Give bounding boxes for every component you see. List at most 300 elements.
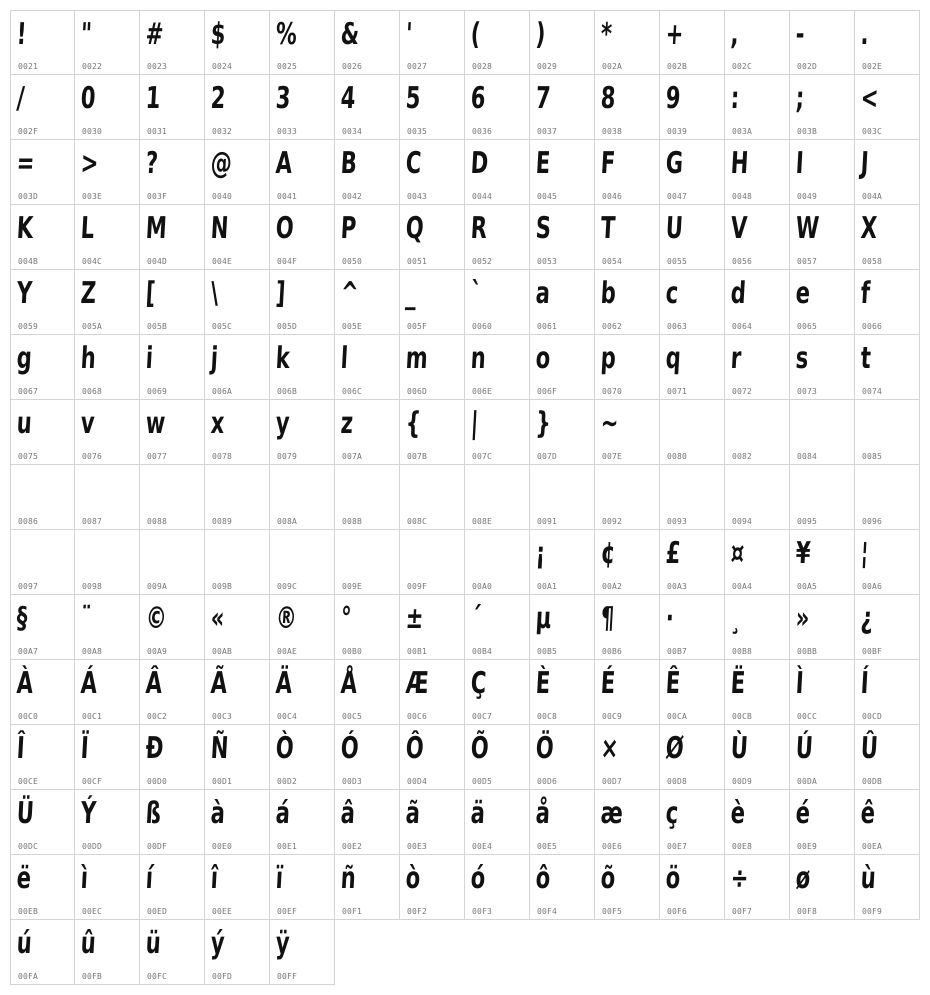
glyph-cell-004a (855, 140, 920, 205)
glyph-cell-00d2 (270, 725, 335, 790)
glyph-char: j (209, 341, 219, 376)
glyph-code-label: 002C (732, 62, 753, 71)
glyph-char: ÷ (729, 861, 750, 896)
glyph-code-label: 00CC (797, 712, 818, 721)
glyph-char: ¤ (729, 536, 746, 571)
glyph-cell-00e6 (595, 790, 660, 855)
glyph-cell-004c (75, 205, 140, 270)
glyph-code-label: 005B (147, 322, 168, 331)
glyph-char: 6 (469, 81, 487, 116)
glyph-code-label: 00D9 (732, 777, 753, 786)
glyph-code-label: 0065 (797, 322, 818, 331)
glyph-cell-007c (465, 400, 530, 465)
glyph-code-label: 00C2 (147, 712, 168, 721)
glyph-code-label: 0040 (212, 192, 233, 201)
glyph-char: ~ (599, 406, 620, 441)
glyph-char: 0 (79, 81, 97, 116)
glyph-char: E (534, 146, 552, 181)
glyph-char: X (859, 211, 879, 246)
glyph-cell-0085 (855, 400, 920, 465)
glyph-char: / (15, 81, 26, 116)
glyph-code-label: 006D (407, 387, 428, 396)
glyph-code-label: 00D4 (407, 777, 428, 786)
glyph-cell-00ae (270, 595, 335, 660)
glyph-cell-0056 (725, 205, 790, 270)
glyph-char: ^ (339, 276, 360, 311)
glyph-code-label: 006F (537, 387, 558, 396)
glyph-char: e (794, 276, 812, 311)
glyph-code-label: 0059 (18, 322, 39, 331)
glyph-char: Ë (729, 666, 747, 701)
glyph-code-label: 0067 (18, 387, 39, 396)
glyph-code-label: 008E (472, 517, 493, 526)
glyph-code-label: 0021 (18, 62, 39, 71)
glyph-char: $ (209, 17, 227, 52)
glyph-code-label: 0060 (472, 322, 493, 331)
glyph-cell-0048 (725, 140, 790, 205)
glyph-char: » (794, 601, 811, 636)
glyph-cell-00a8 (75, 595, 140, 660)
glyph-char: ¨ (79, 601, 93, 636)
glyph-code-label: 00BF (862, 647, 883, 656)
glyph-code-label: 00DC (18, 842, 39, 851)
glyph-cell-0074 (855, 335, 920, 400)
glyph-cell-0039 (660, 75, 725, 140)
glyph-char: á (274, 796, 291, 831)
glyph-cell-0049 (790, 140, 855, 205)
glyph-cell-009a (140, 530, 205, 595)
glyph-code-label: 0084 (797, 452, 818, 461)
glyph-cell-0089 (205, 465, 270, 530)
glyph-cell-00dc (10, 790, 75, 855)
glyph-code-label: 003C (862, 127, 883, 136)
glyph-code-label: 00C4 (277, 712, 298, 721)
glyph-char: O (274, 211, 295, 246)
glyph-cell-00c4 (270, 660, 335, 725)
glyph-cell-00a4 (725, 530, 790, 595)
glyph-code-label: 00A5 (797, 582, 818, 591)
glyph-char: ± (404, 601, 425, 636)
glyph-char: d (729, 276, 747, 311)
glyph-code-label: 00C8 (537, 712, 558, 721)
glyph-char: 1 (144, 81, 162, 116)
glyph-code-label: 0062 (602, 322, 623, 331)
glyph-code-label: 003D (18, 192, 39, 201)
glyph-cell-0080 (660, 400, 725, 465)
glyph-code-label: 00E0 (212, 842, 233, 851)
glyph-code-label: 00DB (862, 777, 883, 786)
glyph-char: g (15, 341, 33, 376)
glyph-cell-00e0 (205, 790, 270, 855)
glyph-cell-0098 (75, 530, 140, 595)
glyph-cell-0033 (270, 75, 335, 140)
glyph-code-label: 0028 (472, 62, 493, 71)
glyph-cell-0065 (790, 270, 855, 335)
glyph-cell-00ef (270, 855, 335, 920)
glyph-char: @ (209, 146, 233, 181)
glyph-cell-00b0 (335, 595, 400, 660)
glyph-code-label: 003E (82, 192, 103, 201)
glyph-char: y (274, 406, 291, 441)
glyph-char: n (469, 341, 487, 376)
glyph-char: ® (274, 601, 298, 636)
glyph-cell-0076 (75, 400, 140, 465)
glyph-cell-00a1 (530, 530, 595, 595)
glyph-code-label: 00B7 (667, 647, 688, 656)
glyph-char: 8 (599, 81, 617, 116)
glyph-char: È (534, 666, 552, 701)
glyph-code-label: 00CF (82, 777, 103, 786)
glyph-code-label: 00FB (82, 972, 103, 981)
glyph-char: i (144, 341, 154, 376)
glyph-cell-00f3 (465, 855, 530, 920)
glyph-char: Ô (404, 731, 425, 766)
glyph-cell-0084 (790, 400, 855, 465)
glyph-code-label: 00BB (797, 647, 818, 656)
glyph-cell-0029 (530, 10, 595, 75)
glyph-char: ë (15, 861, 33, 896)
glyph-char: Ñ (209, 731, 230, 766)
glyph-cell-00cb (725, 660, 790, 725)
glyph-cell-006a (205, 335, 270, 400)
glyph-cell-0055 (660, 205, 725, 270)
glyph-char: * (599, 17, 613, 52)
glyph-cell-00c8 (530, 660, 595, 725)
glyph-cell-00e8 (725, 790, 790, 855)
glyph-code-label: 005F (407, 322, 428, 331)
glyph-cell-007e (595, 400, 660, 465)
glyph-code-label: 0073 (797, 387, 818, 396)
glyph-code-label: 00FA (18, 972, 39, 981)
glyph-cell-00a0 (465, 530, 530, 595)
glyph-cell-00ed (140, 855, 205, 920)
glyph-code-label: 00F5 (602, 907, 623, 916)
glyph-cell-00fc (140, 920, 205, 985)
glyph-cell-006d (400, 335, 465, 400)
glyph-char: b (599, 276, 617, 311)
glyph-grid (10, 10, 920, 985)
glyph-char: L (79, 211, 96, 246)
glyph-char: V (729, 211, 749, 246)
glyph-char: A (274, 146, 294, 181)
glyph-cell-0062 (595, 270, 660, 335)
glyph-code-label: 00D7 (602, 777, 623, 786)
glyph-char: Ó (339, 731, 360, 766)
glyph-code-label: 0046 (602, 192, 623, 201)
glyph-cell-0091 (530, 465, 595, 530)
glyph-char: - (794, 17, 806, 52)
glyph-cell-0072 (725, 335, 790, 400)
glyph-char: 5 (404, 81, 422, 116)
glyph-code-label: 0094 (732, 517, 753, 526)
glyph-code-label: 00FC (147, 972, 168, 981)
glyph-char: § (15, 601, 29, 636)
glyph-code-label: 00E2 (342, 842, 363, 851)
glyph-char: s (794, 341, 810, 376)
glyph-char: G (664, 146, 685, 181)
glyph-code-label: 00C3 (212, 712, 233, 721)
glyph-char: ? (144, 146, 160, 181)
glyph-code-label: 00AE (277, 647, 298, 656)
glyph-cell-0037 (530, 75, 595, 140)
glyph-cell-00f6 (660, 855, 725, 920)
glyph-char: ¡ (534, 536, 547, 571)
glyph-code-label: 00A2 (602, 582, 623, 591)
glyph-char: µ (534, 601, 553, 636)
glyph-char: _ (404, 276, 418, 311)
glyph-code-label: 00F1 (342, 907, 363, 916)
glyph-char: í (144, 861, 154, 896)
glyph-cell-00e5 (530, 790, 595, 855)
glyph-code-label: 0086 (18, 517, 39, 526)
glyph-code-label: 0022 (82, 62, 103, 71)
glyph-code-label: 00E7 (667, 842, 688, 851)
glyph-code-label: 003B (797, 127, 818, 136)
glyph-cell-00d1 (205, 725, 270, 790)
glyph-char: ) (534, 17, 547, 52)
glyph-cell-00d5 (465, 725, 530, 790)
glyph-char: } (534, 406, 552, 441)
glyph-code-label: 00B0 (342, 647, 363, 656)
glyph-code-label: 004C (82, 257, 103, 266)
glyph-cell-0021 (10, 10, 75, 75)
glyph-code-label: 00D8 (667, 777, 688, 786)
glyph-cell-00d9 (725, 725, 790, 790)
glyph-char: Ä (274, 666, 294, 701)
glyph-cell-00c0 (10, 660, 75, 725)
glyph-char: Á (79, 666, 99, 701)
glyph-code-label: 00E1 (277, 842, 298, 851)
glyph-cell-00f2 (400, 855, 465, 920)
glyph-cell-009c (270, 530, 335, 595)
glyph-code-label: 004B (18, 257, 39, 266)
glyph-cell-002c (725, 10, 790, 75)
glyph-char: Î (15, 731, 26, 766)
glyph-code-label: 007D (537, 452, 558, 461)
glyph-code-label: 009A (147, 582, 168, 591)
glyph-code-label: 0056 (732, 257, 753, 266)
glyph-char: Ö (534, 731, 555, 766)
glyph-cell-004d (140, 205, 205, 270)
glyph-char: × (599, 731, 620, 766)
glyph-code-label: 0061 (537, 322, 558, 331)
glyph-cell-007b (400, 400, 465, 465)
glyph-cell-0047 (660, 140, 725, 205)
glyph-cell-005f (400, 270, 465, 335)
glyph-char: & (339, 17, 361, 52)
glyph-code-label: 00FF (277, 972, 298, 981)
glyph-code-label: 005D (277, 322, 298, 331)
glyph-code-label: 00A8 (82, 647, 103, 656)
glyph-char: Ú (794, 731, 814, 766)
glyph-cell-003a (725, 75, 790, 140)
glyph-code-label: 0079 (277, 452, 298, 461)
glyph-cell-005b (140, 270, 205, 335)
glyph-code-label: 0063 (667, 322, 688, 331)
glyph-cell-0040 (205, 140, 270, 205)
glyph-cell-0086 (10, 465, 75, 530)
glyph-char: u (15, 406, 33, 441)
glyph-cell-00b7 (660, 595, 725, 660)
glyph-cell-00e1 (270, 790, 335, 855)
glyph-cell-0041 (270, 140, 335, 205)
glyph-char: û (79, 926, 97, 961)
glyph-char: 7 (534, 81, 552, 116)
glyph-cell-00cf (75, 725, 140, 790)
glyph-code-label: 00F6 (667, 907, 688, 916)
glyph-cell-00e9 (790, 790, 855, 855)
glyph-code-label: 00B5 (537, 647, 558, 656)
glyph-code-label: 0097 (18, 582, 39, 591)
glyph-char: ¢ (599, 536, 617, 571)
glyph-cell-00cd (855, 660, 920, 725)
glyph-code-label: 0036 (472, 127, 493, 136)
glyph-code-label: 0033 (277, 127, 298, 136)
glyph-char: é (794, 796, 812, 831)
glyph-code-label: 003A (732, 127, 753, 136)
glyph-char: ¶ (599, 601, 616, 636)
glyph-code-label: 00EF (277, 907, 298, 916)
glyph-char: ° (339, 601, 353, 636)
glyph-char: Ý (79, 796, 98, 831)
glyph-code-label: 00E4 (472, 842, 493, 851)
glyph-cell-0067 (10, 335, 75, 400)
glyph-code-label: 0047 (667, 192, 688, 201)
glyph-code-label: 00B1 (407, 647, 428, 656)
glyph-char: ( (469, 17, 482, 52)
glyph-cell-002b (660, 10, 725, 75)
glyph-code-label: 00F3 (472, 907, 493, 916)
glyph-char: ¸ (729, 601, 743, 636)
glyph-cell-00d8 (660, 725, 725, 790)
glyph-code-label: 00A4 (732, 582, 753, 591)
glyph-code-label: 0049 (797, 192, 818, 201)
glyph-code-label: 0035 (407, 127, 428, 136)
glyph-cell-002e (855, 10, 920, 75)
glyph-char: S (534, 211, 552, 246)
glyph-cell-0064 (725, 270, 790, 335)
glyph-cell-003d (10, 140, 75, 205)
glyph-char: x (209, 406, 226, 441)
glyph-code-label: 00F9 (862, 907, 883, 916)
glyph-char: 3 (274, 81, 292, 116)
glyph-code-label: 009B (212, 582, 233, 591)
glyph-code-label: 009F (407, 582, 428, 591)
glyph-char: : (729, 81, 741, 116)
glyph-cell-003c (855, 75, 920, 140)
glyph-code-label: 00F4 (537, 907, 558, 916)
glyph-code-label: 009C (277, 582, 298, 591)
glyph-char: æ (599, 796, 624, 831)
glyph-code-label: 00DF (147, 842, 168, 851)
glyph-code-label: 00C0 (18, 712, 39, 721)
glyph-code-label: 00EC (82, 907, 103, 916)
glyph-char: ó (469, 861, 487, 896)
glyph-char: 4 (339, 81, 357, 116)
glyph-char: = (15, 146, 36, 181)
glyph-cell-0042 (335, 140, 400, 205)
glyph-code-label: 00D6 (537, 777, 558, 786)
glyph-char: Q (404, 211, 425, 246)
glyph-cell-006f (530, 335, 595, 400)
glyph-code-label: 00FD (212, 972, 233, 981)
glyph-cell-0031 (140, 75, 205, 140)
glyph-cell-00df (140, 790, 205, 855)
glyph-cell-00fb (75, 920, 140, 985)
glyph-cell-00db (855, 725, 920, 790)
glyph-char: R (469, 211, 489, 246)
glyph-char: Í (859, 666, 870, 701)
glyph-char: Ê (664, 666, 682, 701)
glyph-char: C (404, 146, 423, 181)
glyph-char: z (339, 406, 355, 441)
glyph-cell-0024 (205, 10, 270, 75)
glyph-cell-0095 (790, 465, 855, 530)
glyph-cell-00b6 (595, 595, 660, 660)
glyph-cell-0073 (790, 335, 855, 400)
glyph-char: F (599, 146, 617, 181)
glyph-cell-007d (530, 400, 595, 465)
glyph-code-label: 0075 (18, 452, 39, 461)
glyph-char: À (15, 666, 35, 701)
glyph-code-label: 0093 (667, 517, 688, 526)
glyph-code-label: 00EE (212, 907, 233, 916)
glyph-code-label: 002F (18, 127, 39, 136)
glyph-cell-0046 (595, 140, 660, 205)
glyph-cell-0045 (530, 140, 595, 205)
glyph-code-label: 00D0 (147, 777, 168, 786)
glyph-code-label: 008A (277, 517, 298, 526)
glyph-char: ¥ (794, 536, 812, 571)
glyph-cell-0034 (335, 75, 400, 140)
glyph-char: { (404, 406, 422, 441)
glyph-code-label: 00ED (147, 907, 168, 916)
glyph-char: Â (144, 666, 164, 701)
glyph-code-label: 0096 (862, 517, 883, 526)
glyph-cell-0087 (75, 465, 140, 530)
glyph-cell-004f (270, 205, 335, 270)
glyph-char: Å (339, 666, 359, 701)
glyph-cell-00d6 (530, 725, 595, 790)
glyph-code-label: 00E8 (732, 842, 753, 851)
glyph-char: \ (209, 276, 220, 311)
glyph-char: , (729, 17, 740, 52)
glyph-char: T (599, 211, 617, 246)
glyph-code-label: 0053 (537, 257, 558, 266)
glyph-cell-002a (595, 10, 660, 75)
glyph-cell-00b5 (530, 595, 595, 660)
glyph-code-label: 007C (472, 452, 493, 461)
glyph-char: f (859, 276, 871, 311)
glyph-char: % (274, 17, 298, 52)
glyph-code-label: 0066 (862, 322, 883, 331)
glyph-cell-00a7 (10, 595, 75, 660)
glyph-char: M (144, 211, 168, 246)
glyph-cell-0069 (140, 335, 205, 400)
glyph-code-label: 0050 (342, 257, 363, 266)
glyph-cell-00eb (10, 855, 75, 920)
glyph-code-label: 0095 (797, 517, 818, 526)
glyph-code-label: 00CE (18, 777, 39, 786)
glyph-code-label: 0045 (537, 192, 558, 201)
glyph-char: õ (599, 861, 617, 896)
glyph-char: ü (144, 926, 162, 961)
glyph-cell-0070 (595, 335, 660, 400)
glyph-cell-005c (205, 270, 270, 335)
glyph-code-label: 0058 (862, 257, 883, 266)
glyph-char: + (664, 17, 685, 52)
glyph-cell-008e (465, 465, 530, 530)
